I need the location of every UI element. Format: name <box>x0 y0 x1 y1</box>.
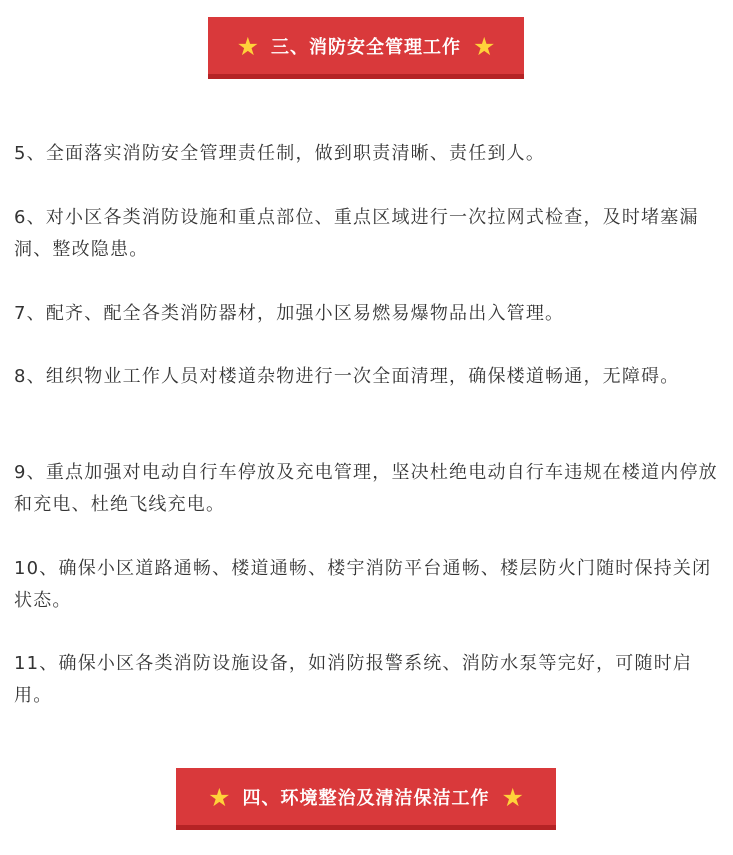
paragraph-item-5: 5、全面落实消防安全管理责任制，做到职责清晰、责任到人。 <box>14 143 546 164</box>
star-icon: ★ <box>208 782 231 812</box>
paragraph-item-10: 10、确保小区道路通畅、楼道通畅、楼宇消防平台通畅、楼层防火门随时保持关闭状态。 <box>14 558 712 611</box>
section-banner-environment <box>176 768 556 830</box>
paragraph-item-9: 9、重点加强对电动自行车停放及充电管理，坚决杜绝电动自行车违规在楼道内停放和充电、杜绝飞线充电。 <box>14 462 718 515</box>
paragraph-item-7: 7、配齐、配全各类消防器材，加强小区易燃易爆物品出入管理。 <box>14 303 565 324</box>
star-icon: ★ <box>236 31 259 61</box>
star-icon: ★ <box>501 782 524 812</box>
star-icon: ★ <box>473 31 496 61</box>
paragraph-item-8: 8、组织物业工作人员对楼道杂物进行一次全面清理，确保楼道畅通，无障碍。 <box>14 366 680 387</box>
section-title: 三、消防安全管理工作 <box>271 37 461 58</box>
section-title: 四、环境整治及清洁保洁工作 <box>242 788 490 809</box>
paragraph-item-6: 6、对小区各类消防设施和重点部位、重点区域进行一次拉网式检查，及时堵塞漏洞、整改隐患。 <box>14 207 699 260</box>
paragraph-item-11: 11、确保小区各类消防设施设备，如消防报警系统、消防水泵等完好，可随时启用。 <box>14 653 693 706</box>
section-banner-fire-safety <box>208 17 524 79</box>
